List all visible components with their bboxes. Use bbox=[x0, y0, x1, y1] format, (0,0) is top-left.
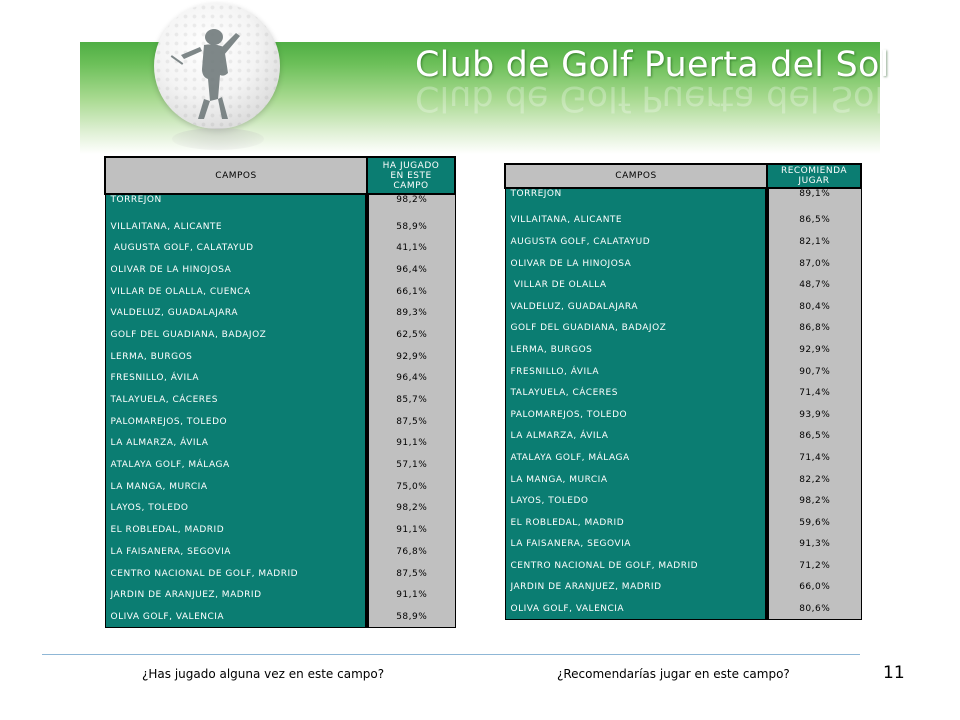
table-row bbox=[505, 555, 861, 577]
course-name: LA MANGA, MURCIA bbox=[505, 469, 767, 491]
table-row bbox=[105, 433, 455, 455]
course-name: CENTRO NACIONAL DE GOLF, MADRID bbox=[505, 555, 767, 577]
percentage-value: 71,4% bbox=[767, 447, 861, 469]
course-name: LAYOS, TOLEDO bbox=[505, 490, 767, 512]
percentage-value: 82,2% bbox=[767, 469, 861, 491]
percentage-value: 91,1% bbox=[367, 433, 455, 455]
page-title: Club de Golf Puerta del Sol bbox=[415, 45, 890, 85]
header-line: HA JUGADO bbox=[382, 160, 440, 171]
course-name: AUGUSTA GOLF, CALATAYUD bbox=[505, 231, 767, 253]
course-name: VILLAR DE OLALLA, CUENCA bbox=[105, 281, 367, 303]
header-line: CAMPO bbox=[393, 180, 429, 191]
table-row bbox=[105, 194, 455, 216]
table-row bbox=[105, 498, 455, 520]
percentage-value: 87,5% bbox=[367, 563, 455, 585]
course-name: EL ROBLEDAL, MADRID bbox=[105, 519, 367, 541]
table-row bbox=[505, 490, 861, 512]
course-name: PALOMAREJOS, TOLEDO bbox=[505, 404, 767, 426]
percentage-value: 57,1% bbox=[367, 454, 455, 476]
golf-ball-reflection bbox=[172, 128, 264, 150]
course-name: LA ALMARZA, ÁVILA bbox=[105, 433, 367, 455]
course-name: VILLAR DE OLALLA bbox=[505, 274, 767, 296]
course-name: OLIVA GOLF, VALENCIA bbox=[505, 598, 767, 620]
percentage-value: 48,7% bbox=[767, 274, 861, 296]
percentage-value: 92,9% bbox=[367, 346, 455, 368]
course-name: OLIVAR DE LA HINOJOSA bbox=[505, 253, 767, 275]
percentage-value: 96,4% bbox=[367, 368, 455, 390]
played-table bbox=[104, 156, 456, 628]
column-header-campos: CAMPOS bbox=[505, 164, 767, 188]
percentage-value: 90,7% bbox=[767, 361, 861, 383]
course-name: EL ROBLEDAL, MADRID bbox=[505, 512, 767, 534]
course-name: LA ALMARZA, ÁVILA bbox=[505, 426, 767, 448]
percentage-value: 98,2% bbox=[367, 194, 455, 216]
percentage-value: 76,8% bbox=[367, 541, 455, 563]
column-header-campos: CAMPOS bbox=[105, 157, 367, 194]
percentage-value: 87,5% bbox=[367, 411, 455, 433]
percentage-value: 98,2% bbox=[767, 490, 861, 512]
table-row bbox=[505, 404, 861, 426]
percentage-value: 75,0% bbox=[367, 476, 455, 498]
percentage-value: 91,3% bbox=[767, 534, 861, 556]
footer-divider bbox=[42, 654, 860, 655]
course-name: TORREJÓN bbox=[105, 194, 367, 216]
caption-recommend: ¿Recomendarías jugar en este campo? bbox=[557, 667, 790, 681]
course-name: LA MANGA, MURCIA bbox=[105, 476, 367, 498]
caption-played: ¿Has jugado alguna vez en este campo? bbox=[142, 667, 385, 681]
percentage-value: 71,2% bbox=[767, 555, 861, 577]
course-name: LERMA, BURGOS bbox=[505, 339, 767, 361]
table-row bbox=[105, 454, 455, 476]
column-header-recommend bbox=[767, 164, 861, 188]
percentage-value: 87,0% bbox=[767, 253, 861, 275]
course-name: JARDIN DE ARANJUEZ, MADRID bbox=[505, 577, 767, 599]
percentage-value: 71,4% bbox=[767, 382, 861, 404]
course-name: AUGUSTA GOLF, CALATAYUD bbox=[105, 237, 367, 259]
page-title-reflection: Club de Golf Puerta del Sol bbox=[415, 78, 885, 118]
table-row bbox=[505, 598, 861, 620]
percentage-value: 80,6% bbox=[767, 598, 861, 620]
course-name: TORREJÓN bbox=[505, 188, 767, 210]
table-row bbox=[105, 368, 455, 390]
table-row bbox=[505, 512, 861, 534]
course-name: VALDELUZ, GUADALAJARA bbox=[105, 302, 367, 324]
percentage-value: 66,1% bbox=[367, 281, 455, 303]
course-name: ATALAYA GOLF, MÁLAGA bbox=[105, 454, 367, 476]
course-name: LAYOS, TOLEDO bbox=[105, 498, 367, 520]
table-row bbox=[505, 469, 861, 491]
course-name: TALAYUELA, CÁCERES bbox=[505, 382, 767, 404]
table-row bbox=[505, 296, 861, 318]
percentage-value: 59,6% bbox=[767, 512, 861, 534]
percentage-value: 86,5% bbox=[767, 210, 861, 232]
table-row bbox=[505, 534, 861, 556]
course-name: VILLAITANA, ALICANTE bbox=[505, 210, 767, 232]
course-name: PALOMAREJOS, TOLEDO bbox=[105, 411, 367, 433]
percentage-value: 98,2% bbox=[367, 498, 455, 520]
table-row bbox=[105, 281, 455, 303]
table-row bbox=[505, 231, 861, 253]
table-row bbox=[505, 318, 861, 340]
table-row bbox=[105, 346, 455, 368]
percentage-value: 93,9% bbox=[767, 404, 861, 426]
course-name: OLIVA GOLF, VALENCIA bbox=[105, 606, 367, 628]
table-row bbox=[105, 411, 455, 433]
percentage-value: 41,1% bbox=[367, 237, 455, 259]
percentage-value: 89,3% bbox=[367, 302, 455, 324]
table-row bbox=[105, 237, 455, 259]
percentage-value: 89,1% bbox=[767, 188, 861, 210]
table-row bbox=[105, 259, 455, 281]
course-name: FRESNILLO, ÁVILA bbox=[505, 361, 767, 383]
percentage-value: 85,7% bbox=[367, 389, 455, 411]
course-name: CENTRO NACIONAL DE GOLF, MADRID bbox=[105, 563, 367, 585]
course-name: GOLF DEL GUADIANA, BADAJOZ bbox=[505, 318, 767, 340]
table-row bbox=[105, 519, 455, 541]
course-name: JARDIN DE ARANJUEZ, MADRID bbox=[105, 584, 367, 606]
table-row bbox=[105, 563, 455, 585]
percentage-value: 86,5% bbox=[767, 426, 861, 448]
course-name: LA FAISANERA, SEGOVIA bbox=[505, 534, 767, 556]
header-line: RECOMIENDA bbox=[780, 166, 848, 176]
table-row bbox=[505, 339, 861, 361]
percentage-value: 91,1% bbox=[367, 519, 455, 541]
percentage-value: 92,9% bbox=[767, 339, 861, 361]
table-row bbox=[105, 389, 455, 411]
course-name: GOLF DEL GUADIANA, BADAJOZ bbox=[105, 324, 367, 346]
course-name: LERMA, BURGOS bbox=[105, 346, 367, 368]
table-row bbox=[105, 476, 455, 498]
header-line: EN ESTE bbox=[390, 170, 432, 181]
percentage-value: 82,1% bbox=[767, 231, 861, 253]
percentage-value: 58,9% bbox=[367, 216, 455, 238]
course-name: ATALAYA GOLF, MÁLAGA bbox=[505, 447, 767, 469]
percentage-value: 86,8% bbox=[767, 318, 861, 340]
table-row bbox=[505, 426, 861, 448]
percentage-value: 58,9% bbox=[367, 606, 455, 628]
table-row bbox=[505, 361, 861, 383]
course-name: OLIVAR DE LA HINOJOSA bbox=[105, 259, 367, 281]
table-row bbox=[505, 210, 861, 232]
percentage-value: 96,4% bbox=[367, 259, 455, 281]
table-row bbox=[105, 324, 455, 346]
header-line: JUGAR bbox=[798, 176, 830, 186]
course-name: LA FAISANERA, SEGOVIA bbox=[105, 541, 367, 563]
course-name: FRESNILLO, ÁVILA bbox=[105, 368, 367, 390]
course-name: VALDELUZ, GUADALAJARA bbox=[505, 296, 767, 318]
table-row bbox=[105, 606, 455, 628]
golf-ball-logo bbox=[154, 3, 280, 129]
recommend-table bbox=[504, 163, 862, 620]
table-row bbox=[505, 188, 861, 210]
table-row bbox=[505, 253, 861, 275]
table-row bbox=[105, 216, 455, 238]
table-row bbox=[505, 274, 861, 296]
percentage-value: 62,5% bbox=[367, 324, 455, 346]
table-row bbox=[505, 577, 861, 599]
percentage-value: 80,4% bbox=[767, 296, 861, 318]
table-row bbox=[105, 541, 455, 563]
percentage-value: 91,1% bbox=[367, 584, 455, 606]
table-row bbox=[505, 447, 861, 469]
course-name: TALAYUELA, CÁCERES bbox=[105, 389, 367, 411]
page-number: 11 bbox=[883, 663, 905, 683]
course-name: VILLAITANA, ALICANTE bbox=[105, 216, 367, 238]
column-header-played bbox=[367, 157, 455, 194]
table-row bbox=[105, 584, 455, 606]
table-row bbox=[505, 382, 861, 404]
table-row bbox=[105, 302, 455, 324]
percentage-value: 66,0% bbox=[767, 577, 861, 599]
golfer-silhouette-icon bbox=[154, 3, 280, 129]
